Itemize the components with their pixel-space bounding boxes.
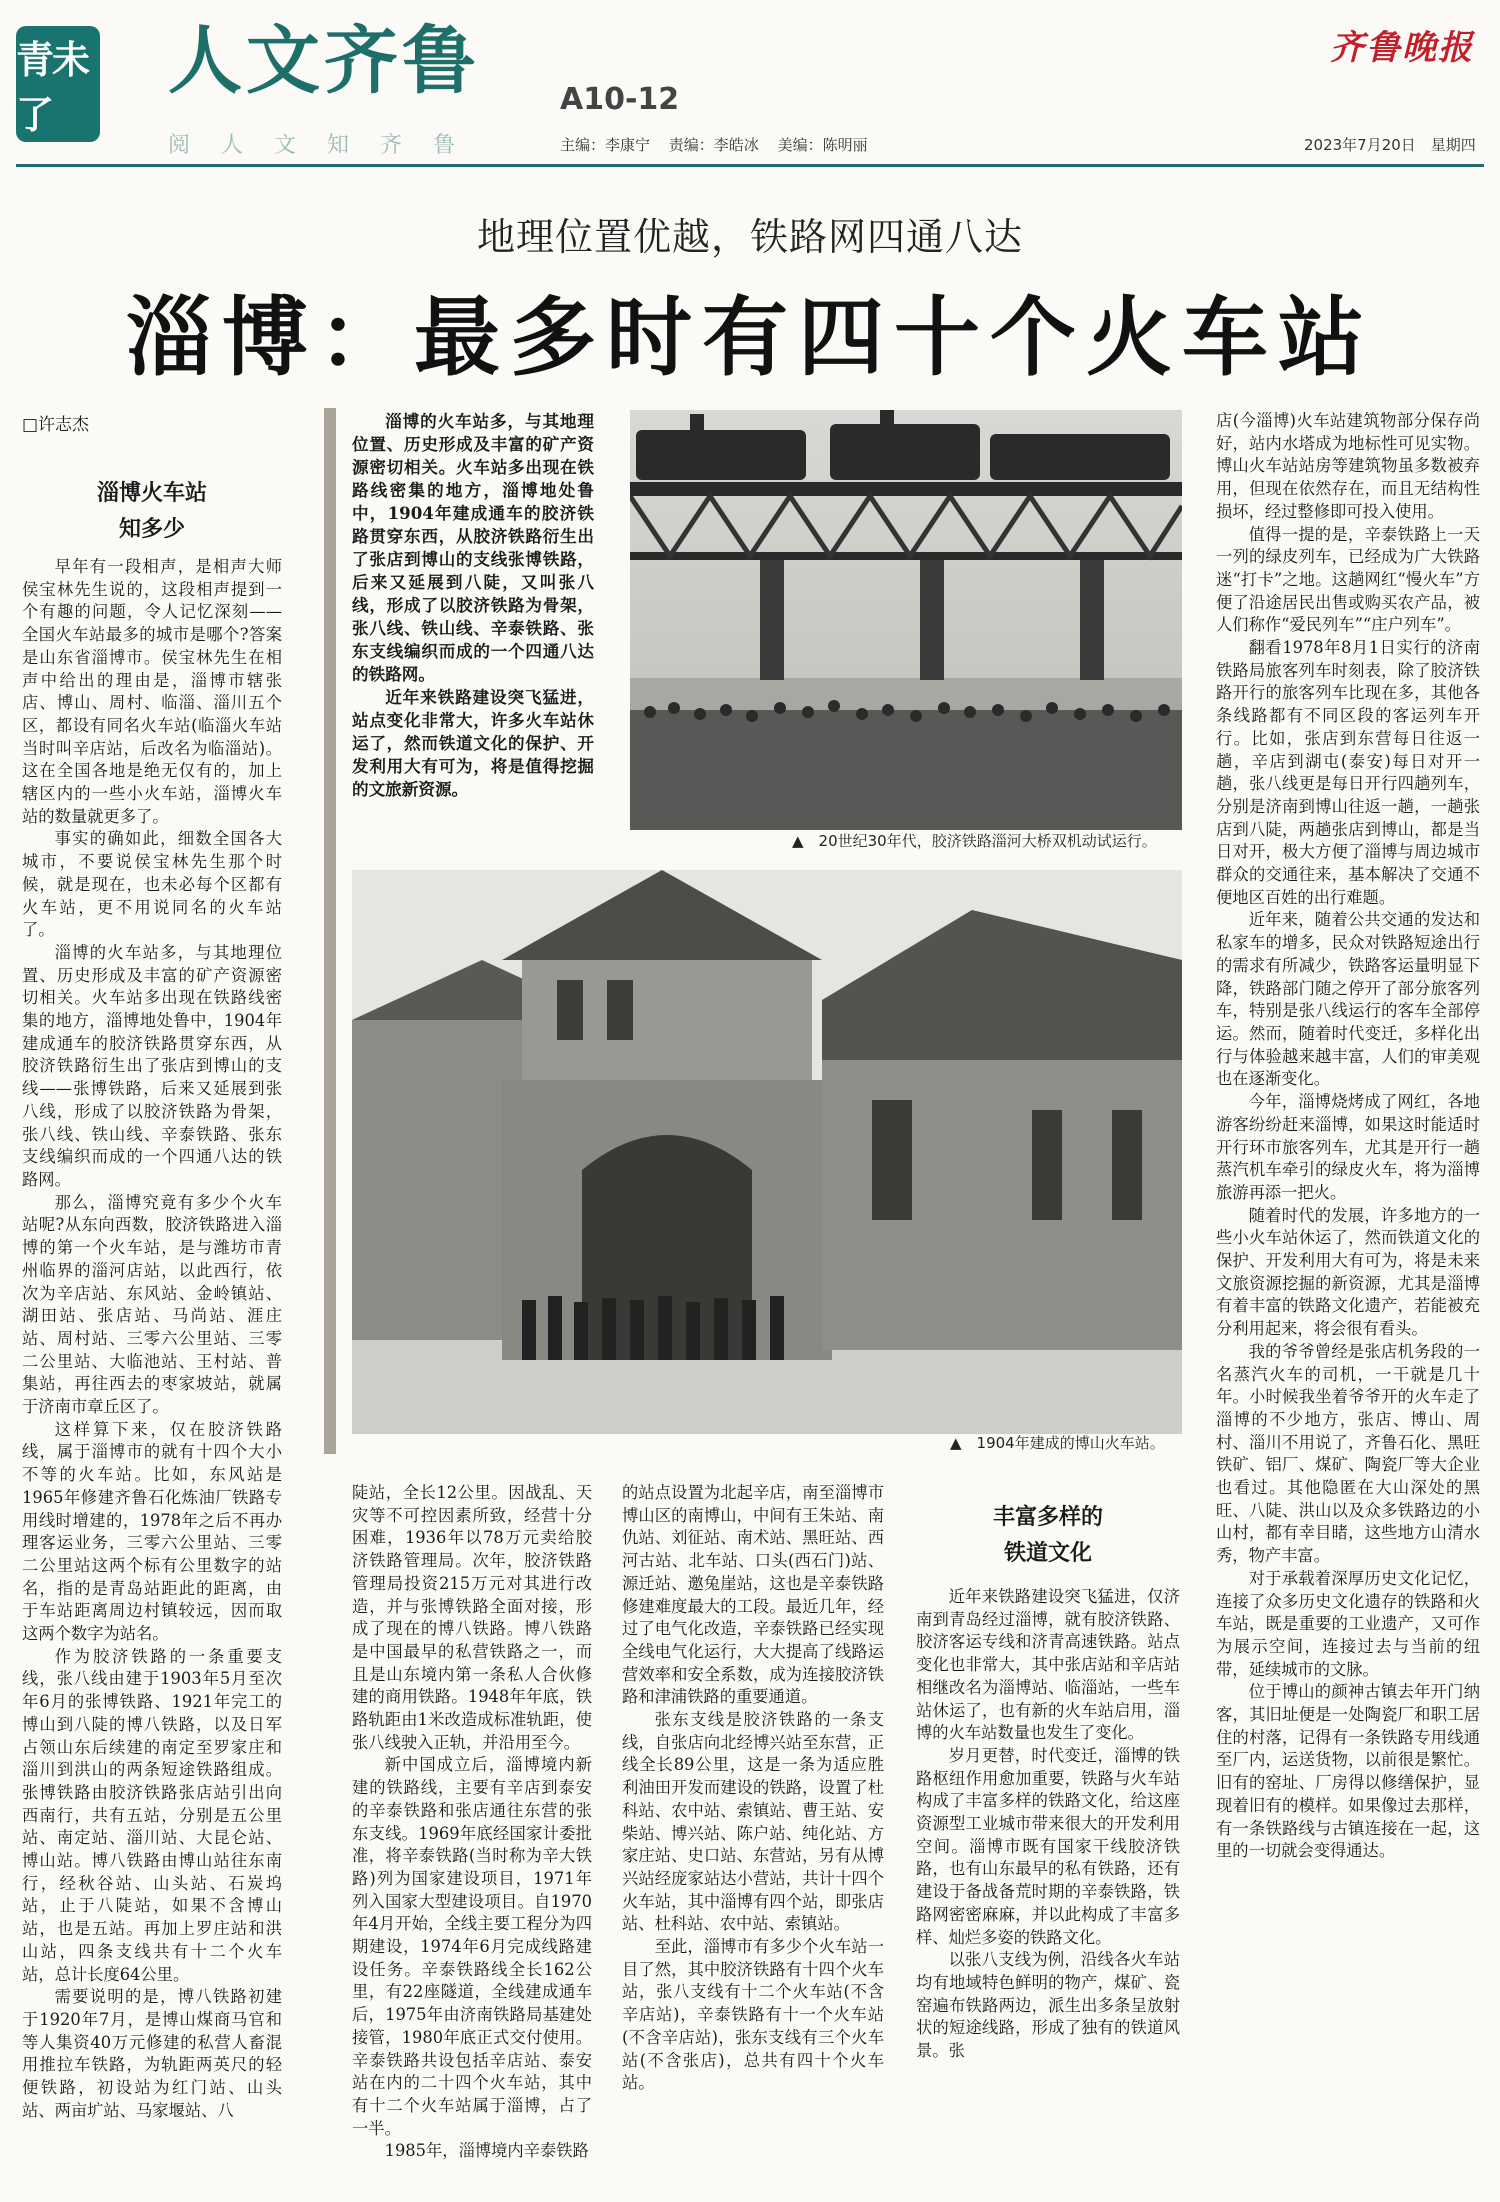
lede-paragraph: 淄博的火车站多，与其地理位置、历史形成及丰富的矿产资源密切相关。火车站多出现在铁路线密集的地方，淄博地处鲁中，1904年建成通车的胶济铁路贯穿东西，从胶济铁路衍生出了张店到博山的支线张博铁路，后来又延展到八陡，又叫张八线，形成了以胶济铁路为骨架，张八线、铁山线、辛泰铁路、张东支线编织而成的一个四通八达的铁路网。	[352, 411, 594, 684]
paragraph: 的站点设置为北起辛店，南至淄博市博山区的南博山，中间有王朱站、南仇站、刘征站、南术站、黑旺站、西河古站、北车站、口头(西石门)站、源迁站、邀兔崖站，这也是辛泰铁路修建难度最大的工段。最近几年，经过了电气化改造，辛泰铁路已经实现全线电气化运行，大大提高了线路运营效率和安全系数，成为连接胶济铁路和津浦铁路的重要通道。	[622, 1483, 884, 1707]
lede-side-bar	[324, 408, 336, 1454]
body-column-5	[916, 1586, 1180, 2172]
section-heading-line: 知多少	[118, 517, 185, 542]
qingweiliao-logo	[16, 26, 100, 142]
paragraph: 岁月更替，时代变迁，淄博的铁路枢纽作用愈加重要，铁路与火车站构成了丰富多样的铁路文化，给这座资源型工业城市带来很大的开发利用空间。淄博市既有国家干线胶济铁路，也有山东最早的私有铁路，还有建设于备战备荒时期的辛泰铁路，铁路网密密麻麻，并以此构成了丰富多样、灿烂多姿的铁路文化。	[916, 1745, 1180, 1947]
body-column-3	[352, 1482, 592, 2172]
paragraph: 新中国成立后，淄博境内新建的铁路线，主要有辛店到泰安的辛泰铁路和张店通往东营的张东支线。1969年底经国家计委批准，将辛泰铁路(当时称为辛大铁路)列为国家建设项目，1971年列入国家大型建设项目。自1970年4月开始，全线主要工程分为四期建设，1974年6月完成线路建设任务。辛泰铁路线全长162公里，有22座隧道，全线建成通车后，1975年由济南铁路局基建处接管，1980年底正式交付使用。辛泰铁路共设包括辛店站、泰安站在内的二十四个火车站，其中有十二个火车站属于淄博，占了一半。	[352, 1755, 592, 2138]
paragraph: 以张八支线为例，沿线各火车站均有地域特色鲜明的物产，煤矿、瓷窑遍布铁路两边，派生出多条呈放射状的短途线路，形成了独有的铁道风景。张	[916, 1950, 1180, 2061]
credit-editor: 责编：李皓冰	[668, 136, 759, 154]
paragraph: 至此，淄博市有多少个火车站一目了然，其中胶济铁路有十四个火车站，张八支线有十二个火车站(不含辛店站)，辛泰铁路有十一个火车站(不含辛店站)，张东支线有三个火车站(不含张店)，总共有四十个火车站。	[622, 1937, 884, 2093]
paragraph: 那么，淄博究竟有多少个火车站呢?从东向西数，胶济铁路进入淄博的第一个火车站，是与潍坊市青州临界的淄河店站，以此西行，依次为辛店站、东风站、金岭镇站、湖田站、张店站、马尚站、涯庄站、周村站、三零六公里站、三零二公里站、大临池站、王村站、普集站，再往西去的枣家坡站，就属于济南市章丘区了。	[22, 1192, 282, 1417]
photo-caption-bridge: ▲ 20世纪30年代，胶济铁路淄河大桥双机动试运行。	[792, 832, 1157, 850]
paragraph: 陡站，全长12公里。因战乱、天灾等不可控因素所致，经营十分困难，1936年以78万元卖给胶济铁路管理局。次年，胶济铁路管理局投资215万元对其进行改造，并与张博铁路全面对接，形成了现在的博八铁路。博八铁路是中国最早的私营铁路之一，而且是山东境内第一条私人合伙修建的商用铁路。1948年年底，铁路轨距由1米改造成标准轨距，使张八线驶入正轨，并沿用至今。	[352, 1483, 592, 1752]
body-column-6	[1216, 410, 1480, 2166]
paragraph: 早年有一段相声，是相声大师侯宝林先生说的，这段相声提到一个有趣的问题，令人记忆深刻——全国火车站最多的城市是哪个?答案是山东省淄博市。侯宝林先生在相声中给出的理由是，淄博市辖张店、博山、周村、临淄、淄川五个区，都设有同名火车站(临淄火车站当时叫辛店站，后改名为临淄站)。这在全国各地是绝无仅有的，加上辖区内的一些小火车站，淄博火车站的数量就更多了。	[22, 557, 282, 826]
photo-caption-station: ▲ 1904年建成的博山火车站。	[950, 1434, 1165, 1452]
section-heading-line: 丰富多样的	[992, 1505, 1103, 1530]
credit-art-editor: 美编：陈明丽	[777, 136, 868, 154]
body-column-1	[22, 556, 282, 2166]
issue-date: 2023年7月20日 星期四	[1304, 136, 1476, 154]
paragraph: 对于承载着深厚历史文化记忆，连接了众多历史文化遗存的铁路和火车站，既是重要的工业遗产，又可作为展示空间，连接过去与当前的纽带，延续城市的文脉。	[1216, 1568, 1480, 1679]
section-slogan: 阅 人 文 知 齐 鲁	[168, 133, 467, 158]
section-heading-stations	[22, 476, 282, 548]
article-headline: 淄博：最多时有四十个火车站	[126, 287, 1374, 388]
paragraph: 店(今淄博)火车站建筑物部分保存尚好，站内水塔成为地标性可见实物。博山火车站站房等建筑物虽多数被弃用，但现在依然存在，而且无结构性损坏，经过整修即可投入使用。	[1216, 411, 1480, 521]
page-code: A10-12	[560, 82, 680, 117]
lede-paragraph: 近年来铁路建设突飞猛进，站点变化非常大，许多火车站休运了，然而铁道文化的保护、开发利用大有可为，将是值得挖掘的文旅新资源。	[352, 687, 594, 799]
article-subtitle: 地理位置优越，铁路网四通八达	[476, 215, 1023, 259]
masthead-rule	[16, 164, 1484, 167]
paragraph: 淄博的火车站多，与其地理位置、历史形成及丰富的矿产资源密切相关。火车站多出现在铁路线密集的地方，淄博地处鲁中，1904年建成通车的胶济铁路贯穿东西，从胶济铁路衍生出了张店到博山的支线——张博铁路，后来又延展到张八线，形成了以胶济铁路为骨架，张八线、铁山线、辛泰铁路、张东支线编织而成的一个四通八达的铁路网。	[22, 942, 282, 1189]
paragraph: 近年来铁路建设突飞猛进，仅济南到青岛经过淄博，就有胶济铁路、胶济客运专线和济青高速铁路。站点变化也非常大，其中张店站和辛店站相继改名为淄博站、临淄站，一些车站休运了，也有新的火车站启用，淄博的火车站数量也发生了变化。	[916, 1587, 1180, 1743]
paragraph: 1985年，淄博境内辛泰铁路	[384, 2141, 589, 2161]
newspaper-name: 齐鲁晚报	[1330, 28, 1474, 68]
body-column-4	[622, 1482, 884, 2172]
editor-credits	[560, 134, 882, 155]
paragraph: 这样算下来，仅在胶济铁路线，属于淄博市的就有十四个大小不等的火车站。比如，东风站是1965年修建齐鲁石化炼油厂铁路专用线时增建的，1978年之后不再办理客运业务，三零六公里站、三零二公里站这两个标有公里数字的站名，指的是青岛站距此的距离，由于车站距离周边村镇较远，因而取这两个数字为站名。	[22, 1419, 282, 1644]
paragraph: 事实的确如此，细数全国各大城市，不要说侯宝林先生那个时候，就是现在，也未必每个区都有火车站，更不用说同名的火车站了。	[22, 829, 282, 940]
section-heading-line: 淄博火车站	[96, 481, 207, 506]
paragraph: 作为胶济铁路的一条重要支线，张八线由建于1903年5月至次年6月的张博铁路、1921年完工的博山到八陡的博八铁路，以及日军占领山东后续建的南定至罗家庄和淄川到洪山的两条短途铁路组成。张博铁路由胶济铁路张店站引出向西南行，共有五站，分别是五公里站、南定站、淄川站、大昆仑站、博山站。博八铁路由博山站往东南行，经秋谷站、山头站、石炭坞站，止于八陡站，如果不含博山站，也是五站。再加上罗庄站和洪山站，四条支线共有十二个火车站，总计长度64公里。	[22, 1646, 282, 1984]
section-heading-culture	[916, 1500, 1180, 1572]
paragraph: 随着时代的发展，许多地方的一些小火车站休运了，然而铁道文化的保护、开发利用大有可为，将是未来文旅资源挖掘的新资源，尤其是淄博有着丰富的铁路文化遗产，若能被充分利用起来，将会很有看头。	[1216, 1205, 1480, 1339]
author-byline: □许志杰	[22, 415, 90, 435]
paragraph: 今年，淄博烧烤成了网红，各地游客纷纷赶来淄博，如果这时能适时开行环市旅客列车，尤其是开行一趟蒸汽机车牵引的绿皮火车，将为淄博旅游再添一把火。	[1216, 1092, 1480, 1202]
section-title: 人文齐鲁	[168, 18, 480, 104]
paragraph: 位于博山的颜神古镇去年开门纳客，其旧址便是一处陶瓷厂和职工居住的村落，记得有一条铁路专用线通至厂内，运送货物，以前很是繁忙。旧有的窑址、厂房得以修缮保护，显现着旧有的模样。如果像过去那样，有一条铁路线与古镇连接在一起，这里的一切就会变得通达。	[1216, 1682, 1480, 1861]
paragraph: 近年来，随着公共交通的发达和私家车的增多，民众对铁路短途出行的需求有所减少，铁路客运量明显下降，铁路部门随之停开了部分旅客列车，特别是张八线运行的客车全部停运。然而，随着时代变迁，多样化出行与体验越来越丰富，人们的审美观也在逐渐变化。	[1216, 910, 1480, 1089]
paragraph: 值得一提的是，辛泰铁路上一天一列的绿皮列车，已经成为广大铁路迷“打卡”之地。这趟网红“慢火车”方便了沿途居民出售或购买农产品，被人们称作“爱民列车”“庄户列车”。	[1216, 524, 1480, 635]
credit-chief-editor: 主编：李康宁	[560, 136, 651, 154]
logo-text: 青未了	[16, 38, 89, 137]
paragraph: 需要说明的是，博八铁路初建于1920年7月，是博山煤商马官和等人集资40万元修建的私营人畜混用推拉车铁路，为轨距两英尺的轻便铁路，初设站为红门站、山头站、两亩圹站、马家堰站、八	[22, 1987, 282, 2120]
paragraph: 张东支线是胶济铁路的一条支线，自张店向北经博兴站至东营，正线全长89公里，这是一条为适应胜利油田开发而建设的铁路，设置了杜科站、农中站、索镇站、曹王站、安柴站、博兴站、陈户站、纯化站、方家庄站、史口站、东营站，另有从博兴站经庞家站达小营站，共计十四个火车站，其中淄博有四个站，即张店站、杜科站、农中站、索镇站。	[622, 1710, 884, 1934]
section-heading-line: 铁道文化	[1003, 1541, 1092, 1566]
paragraph: 翻看1978年8月1日实行的济南铁路局旅客列车时刻表，除了胶济铁路开行的旅客列车比现在多，其他各条线路都有不同区段的客运列车开行。比如，张店到东营每日往返一趟，辛店到湖屯(泰安)每日对开一趟，张八线更是每日开行四趟列车，分别是济南到博山往返一趟，一趟张店到八陡，两趟张店到博山，都是当日对开，极大方便了淄博与周边城市群众的交通往来，基本解决了交通不便地区百姓的出行难题。	[1216, 638, 1480, 907]
article-lede	[352, 410, 594, 860]
boshan-station-photo	[352, 870, 1182, 1434]
paragraph: 我的爷爷曾经是张店机务段的一名蒸汽火车的司机，一干就是几十年。小时候我坐着爷爷开的火车走了淄博的不少地方，张店、博山、周村、淄川不用说了，齐鲁石化、黑旺铁矿、铝厂、煤矿、陶瓷厂等大企业也看过。其他隐匿在大山深处的黑旺、八陡、洪山以及众多铁路边的小山村，都有幸目睹，这些地方山清水秀，物产丰富。	[1216, 1341, 1480, 1566]
bridge-train-photo	[630, 410, 1182, 830]
